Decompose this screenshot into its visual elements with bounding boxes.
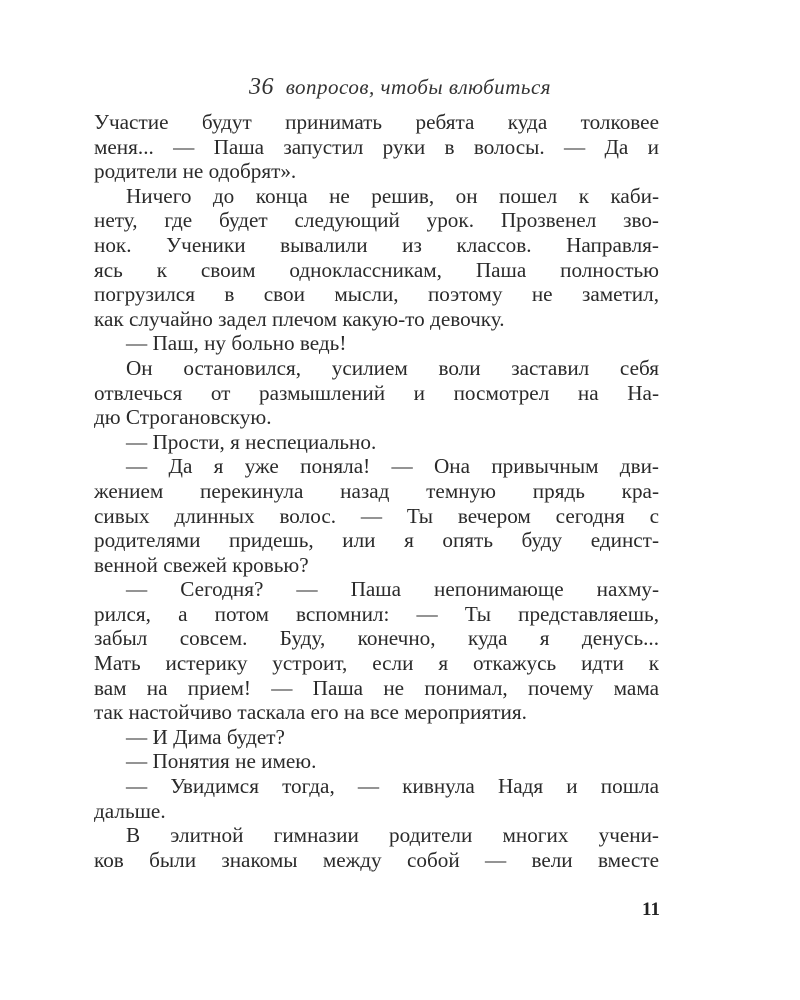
text-line: нок. Ученики вывалили из классов. Направля- xyxy=(94,232,659,257)
text-line: ясь к своим одноклассникам, Паша полностью xyxy=(94,257,659,282)
text-line: Участие будут принимать ребята куда толковее xyxy=(94,110,659,134)
text-line: как случайно задел плечом какую-то девочку. xyxy=(94,306,505,331)
text-line: — И Дима будет? xyxy=(126,724,285,749)
running-header xyxy=(0,74,800,101)
text-line: — Увидимся тогда, — кивнула Надя и пошла xyxy=(126,774,659,799)
page-number: 11 xyxy=(642,899,660,920)
text-line: Мать истерику устроит, если я откажусь идти к xyxy=(94,651,659,676)
text-line: погрузился в свои мысли, поэтому не заметил, xyxy=(94,282,659,307)
page-body xyxy=(94,110,659,872)
header-number: 36 xyxy=(248,74,274,100)
text-line: меня... — Паша запустил руки в волосы. — Да и xyxy=(94,134,659,159)
text-line: дю Строгановскую. xyxy=(94,405,272,430)
text-line: Ничего до конца не решив, он пошел к каби- xyxy=(126,183,659,208)
text-line: — Сегодня? — Паша непонимающе нахму- xyxy=(126,577,659,602)
text-line: Он остановился, усилием воли заставил себя xyxy=(126,355,659,380)
text-line: — Понятия не имею. xyxy=(126,749,317,774)
text-line: нету, где будет следующий урок. Прозвенел зво- xyxy=(94,208,659,233)
text-line: венной свежей кровью? xyxy=(94,552,309,577)
text-line: ков были знакомы между собой — вели вместе xyxy=(94,847,659,872)
text-line: забыл совсем. Буду, конечно, куда я денусь... xyxy=(94,626,659,651)
text-line: — Да я уже поняла! — Она привычным дви- xyxy=(126,454,659,479)
text-line: отвлечься от размышлений и посмотрел на На- xyxy=(94,380,659,405)
text-line: сивых длинных волос. — Ты вечером сегодня с xyxy=(94,503,659,528)
header-title: вопросов, чтобы влюбиться xyxy=(285,75,552,99)
text-line: так настойчиво таскала его на все мероприятия. xyxy=(94,700,527,725)
text-line: В элитной гимназии родители многих учени- xyxy=(126,823,659,848)
text-line: рился, а потом вспомнил: — Ты представляешь, xyxy=(94,601,659,626)
text-line: дальше. xyxy=(94,798,166,823)
text-line: жением перекинула назад темную прядь кра- xyxy=(94,478,659,503)
text-line: — Паш, ну больно ведь! xyxy=(126,331,347,356)
text-line: — Прости, я неспециально. xyxy=(126,429,377,454)
text-line: родители не одобрят». xyxy=(94,159,297,184)
text-line: вам на прием! — Паша не понимал, почему мама xyxy=(94,675,659,700)
text-line: родителями придешь, или я опять буду единст- xyxy=(94,528,659,553)
